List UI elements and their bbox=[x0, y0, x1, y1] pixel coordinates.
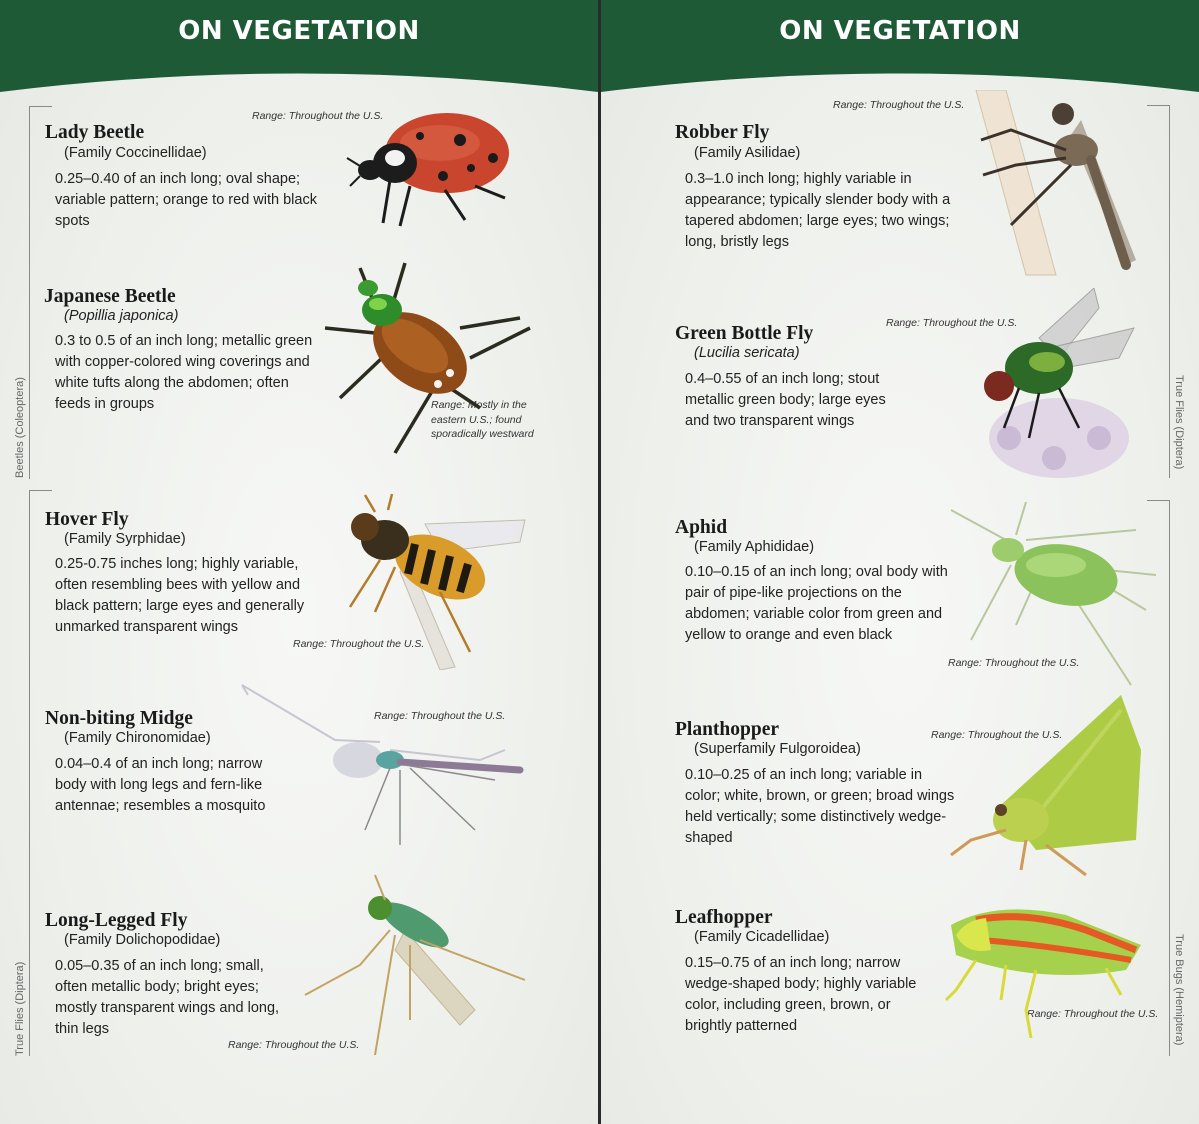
page-title: ON VEGETATION bbox=[779, 16, 1021, 46]
species-description: 0.10–0.25 of an inch long; variable in color; white, brown, or green; broad wings held vertically; some distinctively wedge-shaped bbox=[685, 767, 955, 846]
species-range: Range: Throughout the U.S. bbox=[1027, 1008, 1159, 1020]
aphid-icon bbox=[946, 500, 1161, 690]
species-description: 0.25–0.40 of an inch long; oval shape; variable pattern; orange to red with black spots bbox=[55, 171, 317, 229]
right-page-header bbox=[601, 0, 1199, 95]
hover-fly-icon bbox=[330, 492, 530, 670]
header-banner-shape bbox=[601, 0, 1199, 95]
species-description: 0.3–1.0 inch long; highly variable in appearance; typically slender body with a tapered abdomen; large eyes; two wings; long, bristly legs bbox=[685, 171, 951, 250]
species-range: Range: Throughout the U.S. bbox=[948, 657, 1080, 669]
species-name: Hover Fly bbox=[45, 509, 129, 530]
flies-bracket bbox=[1147, 105, 1170, 478]
page-title: ON VEGETATION bbox=[178, 16, 420, 46]
species-range: Range: Throughout the U.S. bbox=[931, 729, 1063, 741]
species-family: (Family Asilidae) bbox=[694, 145, 801, 161]
leafhopper-icon bbox=[936, 900, 1146, 1040]
left-page-header bbox=[0, 0, 598, 95]
species-name: Green Bottle Fly bbox=[675, 323, 814, 344]
planthopper-icon bbox=[946, 690, 1146, 882]
species-range: Range: Throughout the U.S. bbox=[293, 638, 425, 650]
species-family: (Lucilia sericata) bbox=[694, 345, 800, 361]
species-name: Non-biting Midge bbox=[45, 708, 193, 729]
long-legged-fly-icon bbox=[300, 870, 530, 1060]
species-family: (Family Coccinellidae) bbox=[64, 145, 207, 161]
species-description: 0.4–0.55 of an inch long; stout metallic green body; large eyes and two transparent wings bbox=[685, 371, 886, 429]
right-page bbox=[601, 0, 1199, 1124]
species-description: 0.3 to 0.5 of an inch long; metallic green with copper-colored wing coverings and white tufts along the abdomen; often feeds in groups bbox=[55, 333, 313, 412]
flies-bracket bbox=[29, 490, 52, 1056]
species-name: Robber Fly bbox=[675, 122, 770, 143]
side-label-beetles: Beetles (Coleoptera) bbox=[14, 377, 26, 478]
species-family: (Superfamily Fulgoroidea) bbox=[694, 741, 861, 757]
species-description: 0.10–0.15 of an inch long; oval body with pair of pipe-like projections on the abdomen; variable color from green and yellow to orange and even black bbox=[685, 564, 948, 643]
species-name: Long-Legged Fly bbox=[45, 910, 188, 931]
species-name: Planthopper bbox=[675, 719, 780, 740]
species-name: Aphid bbox=[675, 517, 728, 538]
species-family: (Family Cicadellidae) bbox=[694, 929, 830, 945]
left-page bbox=[0, 0, 598, 1124]
species-description: 0.25-0.75 inches long; highly variable, often resembling bees with yellow and black pattern; large eyes and generally unmarked transparent wings bbox=[55, 556, 305, 635]
species-family: (Popillia japonica) bbox=[64, 308, 179, 324]
species-family: (Family Syrphidae) bbox=[64, 531, 186, 547]
species-family: (Family Aphididae) bbox=[694, 539, 815, 555]
species-family: (Family Dolichopodidae) bbox=[64, 932, 221, 948]
green-bottle-fly-icon bbox=[969, 288, 1144, 480]
midge-icon bbox=[240, 680, 530, 850]
side-label-true-flies: True Flies (Diptera) bbox=[14, 961, 26, 1056]
lady-beetle-icon bbox=[345, 108, 515, 230]
header-banner-shape bbox=[0, 0, 598, 95]
species-range: Range: Throughout the U.S. bbox=[252, 110, 384, 122]
side-label-true-bugs: True Bugs (Hemiptera) bbox=[1173, 934, 1185, 1046]
species-range: Range: Throughout the U.S. bbox=[228, 1039, 360, 1051]
species-description: 0.15–0.75 of an inch long; narrow wedge-shaped body; highly variable color, including green, brown, or brightly patterned bbox=[685, 955, 917, 1034]
species-name: Leafhopper bbox=[675, 907, 773, 928]
species-name: Lady Beetle bbox=[45, 122, 145, 143]
species-family: (Family Chironomidae) bbox=[64, 730, 211, 746]
japanese-beetle-icon bbox=[320, 258, 535, 458]
side-label-true-flies: True Flies (Diptera) bbox=[1173, 375, 1185, 470]
species-range: Range: Throughout the U.S. bbox=[374, 710, 506, 722]
robber-fly-icon bbox=[971, 90, 1146, 278]
species-description: 0.05–0.35 of an inch long; small, often metallic body; bright eyes; mostly transparent wings and long, thin legs bbox=[55, 958, 280, 1037]
species-name: Japanese Beetle bbox=[44, 286, 176, 307]
species-range: Range: Throughout the U.S. bbox=[886, 317, 1018, 329]
species-description: 0.04–0.4 of an inch long; narrow body with long legs and fern-like antennae; resembles a mosquito bbox=[55, 756, 266, 814]
species-range: Range: Throughout the U.S. bbox=[833, 99, 965, 111]
species-range: Range: Mostly in the eastern U.S.; found sporadically westward bbox=[431, 399, 534, 440]
